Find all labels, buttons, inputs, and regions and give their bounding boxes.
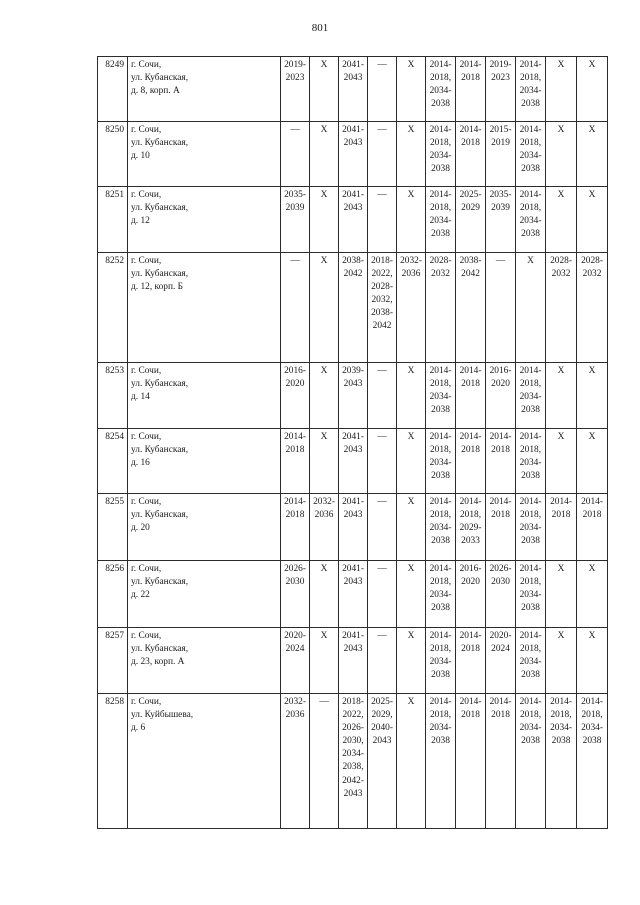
schedule-cell bbox=[486, 628, 516, 694]
schedule-cell-text: 2014- 2018 bbox=[459, 125, 482, 149]
schedule-cell bbox=[339, 253, 368, 363]
schedule-cell bbox=[546, 561, 577, 628]
schedule-cell-text: 2014- 2018 bbox=[489, 697, 512, 721]
schedule-cell bbox=[516, 429, 546, 494]
schedule-cell bbox=[486, 253, 516, 363]
schedule-cell bbox=[577, 561, 608, 628]
schedule-cell-text: 2014- 2018, 2034- 2038 bbox=[429, 366, 452, 416]
schedule-cell-text: 2032- 2036 bbox=[284, 697, 306, 721]
schedule-cell-text: 2038- 2042 bbox=[459, 256, 482, 280]
schedule-cell bbox=[546, 363, 577, 429]
schedule-cell-text: 2041- 2043 bbox=[342, 631, 364, 655]
schedule-cell-text: 2014- 2018 bbox=[284, 432, 306, 456]
schedule-cell-text: 2014- 2018, 2034- 2038 bbox=[429, 631, 452, 681]
schedule-cell bbox=[456, 57, 486, 122]
schedule-cell bbox=[516, 187, 546, 253]
schedule-cell bbox=[339, 187, 368, 253]
schedule-cell bbox=[456, 494, 486, 561]
schedule-cell-text: X bbox=[588, 366, 596, 376]
schedule-cell bbox=[546, 494, 577, 561]
schedule-cell bbox=[397, 429, 426, 494]
schedule-cell bbox=[456, 187, 486, 253]
schedule-cell-text: 2014- 2018, 2029- 2033 bbox=[459, 497, 482, 547]
schedule-cell bbox=[456, 253, 486, 363]
address-text: г. Сочи, ул. Кубанская, д. 10 bbox=[131, 125, 189, 162]
page-number: 801 bbox=[311, 22, 329, 34]
address-text: г. Сочи, ул. Кубанская, д. 23, корп. А bbox=[131, 631, 189, 668]
table-row bbox=[98, 429, 608, 494]
schedule-cell bbox=[368, 253, 397, 363]
schedule-cell-text: 2014- 2018 bbox=[489, 497, 512, 521]
schedule-cell bbox=[281, 628, 310, 694]
schedule-cell bbox=[516, 363, 546, 429]
schedule-cell bbox=[456, 561, 486, 628]
table-row bbox=[98, 628, 608, 694]
schedule-cell bbox=[281, 494, 310, 561]
row-number: 8250 bbox=[98, 122, 128, 187]
schedule-cell-text: X bbox=[407, 60, 415, 70]
schedule-cell bbox=[546, 57, 577, 122]
schedule-cell-text: X bbox=[320, 564, 328, 574]
schedule-cell-text: X bbox=[588, 190, 596, 200]
schedule-cell-text: X bbox=[588, 631, 596, 641]
schedule-cell-text: 2014- 2018 bbox=[550, 497, 572, 521]
schedule-cell bbox=[577, 187, 608, 253]
row-number: 8252 bbox=[98, 253, 128, 363]
schedule-cell-text: X bbox=[320, 125, 328, 135]
schedule-cell bbox=[426, 187, 456, 253]
schedule-cell-text: 2039- 2043 bbox=[342, 366, 364, 390]
table-body bbox=[98, 57, 608, 829]
schedule-cell bbox=[397, 122, 426, 187]
schedule-cell-text: 2014- 2018 bbox=[581, 497, 603, 521]
schedule-cell-text: 2014- 2018, 2034- 2038 bbox=[429, 497, 452, 547]
schedule-cell-text: 2041- 2043 bbox=[342, 190, 364, 214]
schedule-cell-text: X bbox=[557, 190, 565, 200]
schedule-cell-text: X bbox=[557, 631, 565, 641]
schedule-cell-text: 2014- 2018, 2034- 2038 bbox=[429, 697, 452, 747]
schedule-cell bbox=[456, 628, 486, 694]
schedule-cell bbox=[281, 57, 310, 122]
schedule-cell-text: — bbox=[377, 432, 387, 442]
schedule-cell bbox=[486, 561, 516, 628]
schedule-cell-text: 2014- 2018, 2034- 2038 bbox=[429, 432, 452, 482]
schedule-cell bbox=[577, 57, 608, 122]
schedule-cell-text: 2014- 2018, 2034- 2038 bbox=[519, 432, 542, 482]
schedule-cell bbox=[577, 429, 608, 494]
schedule-cell bbox=[426, 363, 456, 429]
schedule-cell-text: 2014- 2018, 2034- 2038 bbox=[519, 125, 542, 175]
schedule-cell bbox=[516, 57, 546, 122]
schedule-cell bbox=[456, 122, 486, 187]
schedule-cell-text: — bbox=[377, 60, 387, 70]
schedule-cell-text: 2014- 2018 bbox=[489, 432, 512, 456]
schedule-cell bbox=[281, 363, 310, 429]
schedule-cell bbox=[310, 494, 339, 561]
schedule-cell-text: — bbox=[377, 366, 387, 376]
schedule-cell-text: — bbox=[495, 256, 506, 266]
schedule-cell bbox=[426, 494, 456, 561]
schedule-cell-text: 2032- 2036 bbox=[400, 256, 422, 280]
schedule-cell-text: X bbox=[557, 125, 565, 135]
schedule-cell bbox=[339, 57, 368, 122]
schedule-cell-text: 2038- 2042 bbox=[342, 256, 364, 280]
schedule-cell bbox=[516, 253, 546, 363]
table-row bbox=[98, 494, 608, 561]
schedule-cell-text: — bbox=[377, 190, 387, 200]
schedule-cell bbox=[368, 363, 397, 429]
schedule-cell-text: 2014- 2018 bbox=[459, 432, 482, 456]
schedule-cell bbox=[486, 122, 516, 187]
address-text: г. Сочи, ул. Кубанская, д. 22 bbox=[131, 564, 189, 601]
schedule-cell-text: X bbox=[320, 631, 328, 641]
schedule-cell-text: 2028- 2032 bbox=[429, 256, 452, 280]
schedule-cell-text: — bbox=[290, 125, 300, 135]
schedule-cell-text: 2014- 2018, 2034- 2038 bbox=[429, 60, 452, 110]
schedule-cell bbox=[486, 363, 516, 429]
schedule-cell bbox=[281, 253, 310, 363]
schedule-cell bbox=[281, 694, 310, 829]
schedule-cell-text: 2016- 2020 bbox=[489, 366, 512, 390]
schedule-cell bbox=[339, 122, 368, 187]
schedule-cell-text: 2032- 2036 bbox=[313, 497, 335, 521]
row-address bbox=[128, 122, 281, 187]
schedule-cell-text: 2014- 2018, 2034- 2038 bbox=[519, 366, 542, 416]
schedule-cell-text: — bbox=[290, 256, 300, 266]
row-number: 8253 bbox=[98, 363, 128, 429]
schedule-cell bbox=[368, 429, 397, 494]
row-address bbox=[128, 494, 281, 561]
schedule-cell-text: X bbox=[557, 366, 565, 376]
schedule-cell-text: 2035- 2039 bbox=[489, 190, 512, 214]
schedule-cell bbox=[339, 429, 368, 494]
schedule-cell bbox=[339, 363, 368, 429]
schedule-cell bbox=[339, 628, 368, 694]
schedule-cell-text: X bbox=[320, 432, 328, 442]
schedule-cell bbox=[310, 57, 339, 122]
schedule-cell bbox=[397, 494, 426, 561]
address-text: г. Сочи, ул. Кубанская, д. 12 bbox=[131, 190, 189, 227]
schedule-cell bbox=[426, 122, 456, 187]
row-address bbox=[128, 561, 281, 628]
schedule-cell-text: 2014- 2018, 2034- 2038 bbox=[519, 190, 542, 240]
schedule-cell bbox=[281, 429, 310, 494]
schedule-cell-text: X bbox=[588, 60, 596, 70]
schedule-cell bbox=[426, 694, 456, 829]
repair-schedule-table bbox=[97, 56, 608, 829]
address-text: г. Сочи, ул. Кубанская, д. 12, корп. Б bbox=[131, 256, 189, 293]
schedule-cell-text: X bbox=[407, 497, 415, 507]
schedule-cell bbox=[310, 429, 339, 494]
row-address bbox=[128, 429, 281, 494]
address-text: г. Сочи, ул. Куйбышева, д. 6 bbox=[131, 697, 194, 734]
schedule-cell-text: 2020- 2024 bbox=[284, 631, 306, 655]
table-row bbox=[98, 253, 608, 363]
row-number: 8254 bbox=[98, 429, 128, 494]
row-number: 8257 bbox=[98, 628, 128, 694]
schedule-cell bbox=[368, 122, 397, 187]
schedule-cell-text: 2026- 2030 bbox=[284, 564, 306, 588]
schedule-cell bbox=[456, 694, 486, 829]
schedule-cell bbox=[516, 122, 546, 187]
schedule-cell-text: X bbox=[407, 564, 415, 574]
schedule-cell bbox=[516, 494, 546, 561]
schedule-cell bbox=[486, 694, 516, 829]
schedule-cell-text: 2014- 2018, 2034- 2038 bbox=[429, 564, 452, 614]
schedule-cell-text: 2028- 2032 bbox=[550, 256, 572, 280]
schedule-cell-text: X bbox=[407, 190, 415, 200]
schedule-cell bbox=[516, 561, 546, 628]
schedule-cell-text: X bbox=[588, 125, 596, 135]
schedule-cell bbox=[577, 363, 608, 429]
schedule-cell-text: — bbox=[377, 125, 387, 135]
schedule-cell bbox=[546, 694, 577, 829]
schedule-cell-text: — bbox=[319, 697, 329, 707]
schedule-cell bbox=[426, 429, 456, 494]
schedule-cell-text: 2018- 2022, 2028- 2032, 2038- 2042 bbox=[371, 256, 393, 332]
schedule-cell bbox=[368, 694, 397, 829]
schedule-cell bbox=[426, 57, 456, 122]
schedule-cell-text: X bbox=[557, 432, 565, 442]
schedule-cell bbox=[310, 694, 339, 829]
schedule-cell-text: 2014- 2018, 2034- 2038 bbox=[519, 60, 542, 110]
schedule-cell bbox=[546, 122, 577, 187]
schedule-cell-text: X bbox=[407, 432, 415, 442]
schedule-cell bbox=[456, 429, 486, 494]
schedule-cell-text: 2014- 2018, 2034- 2038 bbox=[429, 125, 452, 175]
schedule-cell bbox=[546, 187, 577, 253]
schedule-cell bbox=[456, 363, 486, 429]
table-row bbox=[98, 694, 608, 829]
schedule-cell-text: 2014- 2018, 2034- 2038 bbox=[519, 697, 542, 747]
row-address bbox=[128, 187, 281, 253]
schedule-cell bbox=[397, 253, 426, 363]
schedule-cell-text: 2014- 2018 bbox=[459, 60, 482, 84]
table-row bbox=[98, 122, 608, 187]
schedule-cell-text: 2016- 2020 bbox=[459, 564, 482, 588]
schedule-cell-text: 2025- 2029 bbox=[459, 190, 482, 214]
schedule-cell-text: 2020- 2024 bbox=[489, 631, 512, 655]
schedule-cell bbox=[516, 694, 546, 829]
schedule-cell-text: 2025- 2029, 2040- 2043 bbox=[371, 697, 393, 747]
schedule-cell bbox=[339, 694, 368, 829]
schedule-cell-text: X bbox=[557, 564, 565, 574]
schedule-cell bbox=[577, 628, 608, 694]
row-address bbox=[128, 253, 281, 363]
schedule-cell bbox=[281, 122, 310, 187]
schedule-cell bbox=[546, 429, 577, 494]
schedule-cell-text: X bbox=[407, 366, 415, 376]
schedule-cell-text: X bbox=[320, 366, 328, 376]
schedule-cell bbox=[310, 628, 339, 694]
table-row bbox=[98, 363, 608, 429]
schedule-cell-text: 2035- 2039 bbox=[284, 190, 306, 214]
schedule-cell-text: X bbox=[407, 631, 415, 641]
schedule-cell-text: 2028- 2032 bbox=[581, 256, 603, 280]
schedule-cell bbox=[310, 253, 339, 363]
schedule-cell-text: X bbox=[407, 697, 415, 707]
schedule-cell bbox=[310, 363, 339, 429]
table-row bbox=[98, 57, 608, 122]
schedule-cell bbox=[397, 363, 426, 429]
schedule-cell-text: 2014- 2018, 2034- 2038 bbox=[550, 697, 572, 747]
schedule-cell-text: 2041- 2043 bbox=[342, 432, 364, 456]
schedule-cell bbox=[368, 561, 397, 628]
schedule-cell-text: — bbox=[377, 564, 387, 574]
schedule-cell bbox=[397, 561, 426, 628]
row-number: 8249 bbox=[98, 57, 128, 122]
schedule-cell-text: X bbox=[320, 190, 328, 200]
schedule-cell bbox=[546, 253, 577, 363]
schedule-cell-text: X bbox=[320, 60, 328, 70]
schedule-cell-text: 2026- 2030 bbox=[489, 564, 512, 588]
row-address bbox=[128, 628, 281, 694]
schedule-cell-text: 2019- 2023 bbox=[489, 60, 512, 84]
schedule-cell-text: 2014- 2018, 2034- 2038 bbox=[429, 190, 452, 240]
schedule-cell-text: 2041- 2043 bbox=[342, 125, 364, 149]
row-number: 8255 bbox=[98, 494, 128, 561]
address-text: г. Сочи, ул. Кубанская, д. 16 bbox=[131, 432, 189, 469]
schedule-cell bbox=[577, 494, 608, 561]
schedule-cell bbox=[486, 494, 516, 561]
schedule-cell-text: 2041- 2043 bbox=[342, 60, 364, 84]
schedule-cell-text: 2014- 2018 bbox=[459, 697, 482, 721]
schedule-cell-text: 2014- 2018 bbox=[459, 366, 482, 390]
schedule-cell-text: — bbox=[377, 631, 387, 641]
schedule-cell-text: 2014- 2018 bbox=[459, 631, 482, 655]
schedule-cell bbox=[426, 253, 456, 363]
table-row bbox=[98, 187, 608, 253]
row-number: 8258 bbox=[98, 694, 128, 829]
row-address bbox=[128, 363, 281, 429]
address-text: г. Сочи, ул. Кубанская, д. 14 bbox=[131, 366, 189, 403]
schedule-cell-text: X bbox=[320, 256, 328, 266]
row-address bbox=[128, 694, 281, 829]
schedule-cell bbox=[397, 694, 426, 829]
schedule-cell bbox=[310, 561, 339, 628]
schedule-cell-text: 2041- 2043 bbox=[342, 564, 364, 588]
schedule-cell-text: 2016- 2020 bbox=[284, 366, 306, 390]
schedule-cell bbox=[310, 122, 339, 187]
row-address bbox=[128, 57, 281, 122]
schedule-cell bbox=[368, 187, 397, 253]
schedule-cell bbox=[426, 561, 456, 628]
row-number: 8256 bbox=[98, 561, 128, 628]
schedule-cell bbox=[368, 628, 397, 694]
address-text: г. Сочи, ул. Кубанская, д. 20 bbox=[131, 497, 189, 534]
address-text: г. Сочи, ул. Кубанская, д. 8, корп. А bbox=[131, 60, 189, 97]
schedule-cell bbox=[281, 187, 310, 253]
schedule-cell bbox=[426, 628, 456, 694]
schedule-cell bbox=[339, 494, 368, 561]
schedule-cell-text: X bbox=[527, 256, 534, 266]
schedule-cell-text: 2014- 2018 bbox=[284, 497, 306, 521]
schedule-cell-text: 2015- 2019 bbox=[489, 125, 512, 149]
schedule-cell bbox=[310, 187, 339, 253]
schedule-cell-text: X bbox=[588, 432, 596, 442]
row-number: 8251 bbox=[98, 187, 128, 253]
schedule-cell-text: 2014- 2018, 2034- 2038 bbox=[519, 631, 542, 681]
schedule-cell-text: 2018- 2022, 2026- 2030, 2034- 2038, 2042- 2043 bbox=[342, 697, 364, 799]
schedule-cell-text: X bbox=[557, 60, 565, 70]
schedule-cell-text: X bbox=[407, 125, 415, 135]
schedule-cell bbox=[486, 187, 516, 253]
schedule-cell-text: 2014- 2018, 2034- 2038 bbox=[519, 497, 542, 547]
schedule-cell-text: — bbox=[377, 497, 387, 507]
schedule-cell-text: 2014- 2018, 2034- 2038 bbox=[581, 697, 603, 747]
schedule-cell bbox=[546, 628, 577, 694]
schedule-cell bbox=[397, 187, 426, 253]
schedule-cell bbox=[577, 122, 608, 187]
schedule-cell bbox=[397, 628, 426, 694]
schedule-cell bbox=[368, 57, 397, 122]
schedule-cell bbox=[486, 429, 516, 494]
schedule-cell bbox=[281, 561, 310, 628]
schedule-cell-text: 2019- 2023 bbox=[284, 60, 306, 84]
table-row bbox=[98, 561, 608, 628]
schedule-cell-text: 2041- 2043 bbox=[342, 497, 364, 521]
schedule-cell bbox=[577, 694, 608, 829]
schedule-cell bbox=[339, 561, 368, 628]
schedule-cell bbox=[516, 628, 546, 694]
schedule-cell bbox=[486, 57, 516, 122]
schedule-cell-text: 2014- 2018, 2034- 2038 bbox=[519, 564, 542, 614]
schedule-cell-text: X bbox=[588, 564, 596, 574]
schedule-cell bbox=[397, 57, 426, 122]
schedule-cell bbox=[368, 494, 397, 561]
schedule-cell bbox=[577, 253, 608, 363]
